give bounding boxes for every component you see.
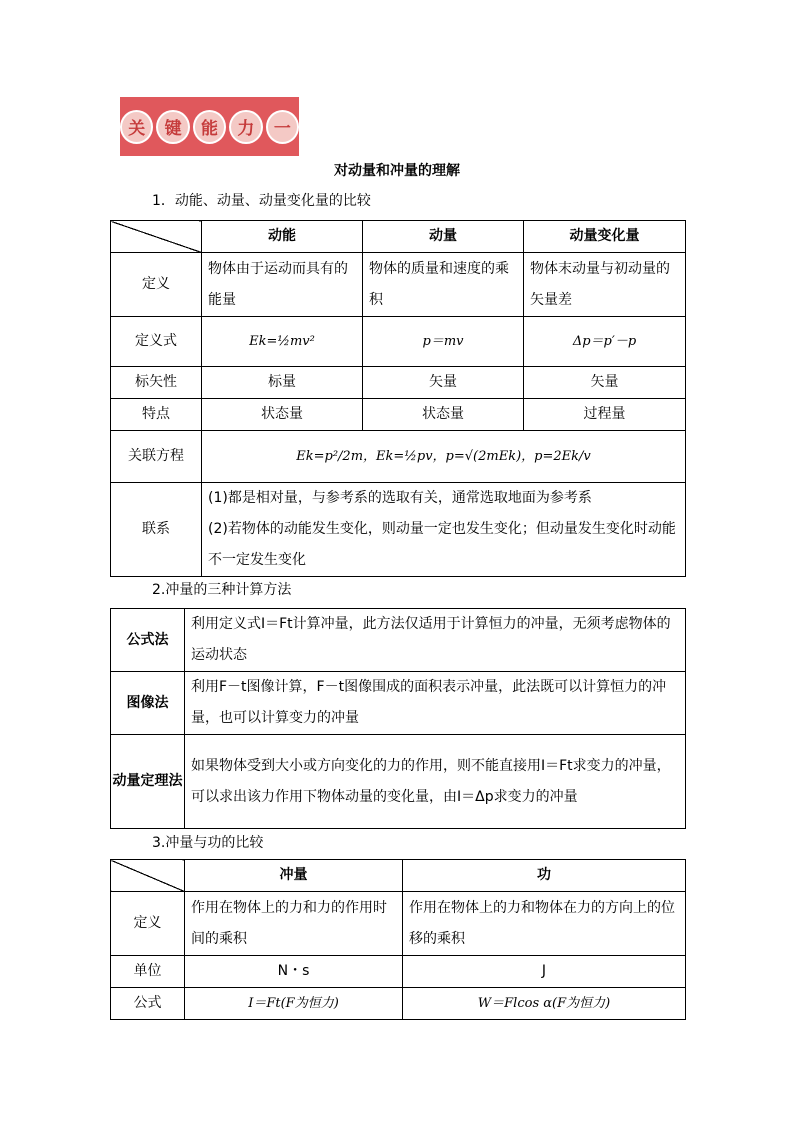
diagonal-header-cell: [111, 221, 202, 253]
banner-char: 力: [229, 110, 262, 144]
banner-char: 键: [156, 110, 189, 144]
section3-heading: 3.冲量与功的比较: [152, 835, 264, 851]
table-cell: 矢量: [363, 367, 524, 399]
row-label: 公式: [111, 988, 185, 1020]
table-cell: 状态量: [202, 399, 363, 431]
connection-line-1: (1)都是相对量，与参考系的选取有关，通常选取地面为参考系: [208, 490, 592, 506]
connection-line-2: (2)若物体的动能发生变化，则动量一定也发生变化；但动量发生变化时动能不一定发生变化: [208, 521, 676, 568]
impulse-work-table: [110, 859, 686, 1020]
section2-heading: 2.冲量的三种计算方法: [152, 582, 292, 598]
table-cell: I＝Ft(F为恒力): [185, 988, 403, 1020]
connection-text: [202, 483, 686, 577]
table-cell: 作用在物体上的力和物体在力的方向上的位移的乘积: [403, 892, 686, 956]
row-label: 定义: [111, 253, 202, 317]
table-cell: 物体末动量与初动量的矢量差: [524, 253, 686, 317]
calculation-methods-table: [110, 608, 686, 829]
method-description: 利用定义式I＝Ft计算冲量，此方法仅适用于计算恒力的冲量，无须考虑物体的运动状态: [185, 609, 686, 672]
method-description: 利用F－t图像计算，F－t图像围成的面积表示冲量，此法既可以计算恒力的冲量，也可以计算变力的冲量: [185, 672, 686, 735]
header-momentum-change: 动量变化量: [524, 221, 686, 253]
banner-char: 关: [120, 110, 153, 144]
table-cell: 过程量: [524, 399, 686, 431]
table-cell: N・s: [185, 956, 403, 988]
formula-momentum-change: Δp＝p′－p: [524, 317, 686, 367]
section-banner: [120, 97, 299, 156]
formula-text: Ek=½mv²: [249, 334, 315, 349]
row-label: 单位: [111, 956, 185, 988]
header-kinetic-energy: 动能: [202, 221, 363, 253]
banner-char: 一: [266, 110, 299, 144]
method-description: 如果物体受到大小或方向变化的力的作用，则不能直接用I＝Ft求变力的冲量，可以求出该力作用下物体动量的变化量，由I＝Δp求变力的冲量: [185, 735, 686, 829]
method-label: 公式法: [111, 609, 185, 672]
table-cell: 物体由于运动而具有的能量: [202, 253, 363, 317]
row-label: 定义: [111, 892, 185, 956]
method-label: 图像法: [111, 672, 185, 735]
banner-char: 能: [193, 110, 226, 144]
diagonal-header-cell: [111, 860, 185, 892]
section1-heading: 1．动能、动量、动量变化量的比较: [152, 193, 371, 209]
row-label: 标矢性: [111, 367, 202, 399]
table-cell: 状态量: [363, 399, 524, 431]
table-cell: 标量: [202, 367, 363, 399]
table-cell: 作用在物体上的力和力的作用时间的乘积: [185, 892, 403, 956]
formula-kinetic-energy: [202, 317, 363, 367]
row-label: 定义式: [111, 317, 202, 367]
row-label: 联系: [111, 483, 202, 577]
method-label: 动量定理法: [111, 735, 185, 829]
header-impulse: 冲量: [185, 860, 403, 892]
table-cell: 物体的质量和速度的乘积: [363, 253, 524, 317]
comparison-table-1: [110, 220, 686, 577]
formula-momentum: p＝mv: [363, 317, 524, 367]
row-label: 关联方程: [111, 431, 202, 483]
table-cell: W＝Flcos α(F为恒力): [403, 988, 686, 1020]
table-cell: J: [403, 956, 686, 988]
page-title: 对动量和冲量的理解: [334, 163, 460, 179]
relation-equations: Ek=p²/2m，Ek=½pv，p=√(2mEk)，p=2Ek/v: [202, 431, 686, 483]
header-work: 功: [403, 860, 686, 892]
header-momentum: 动量: [363, 221, 524, 253]
row-label: 特点: [111, 399, 202, 431]
table-cell: 矢量: [524, 367, 686, 399]
